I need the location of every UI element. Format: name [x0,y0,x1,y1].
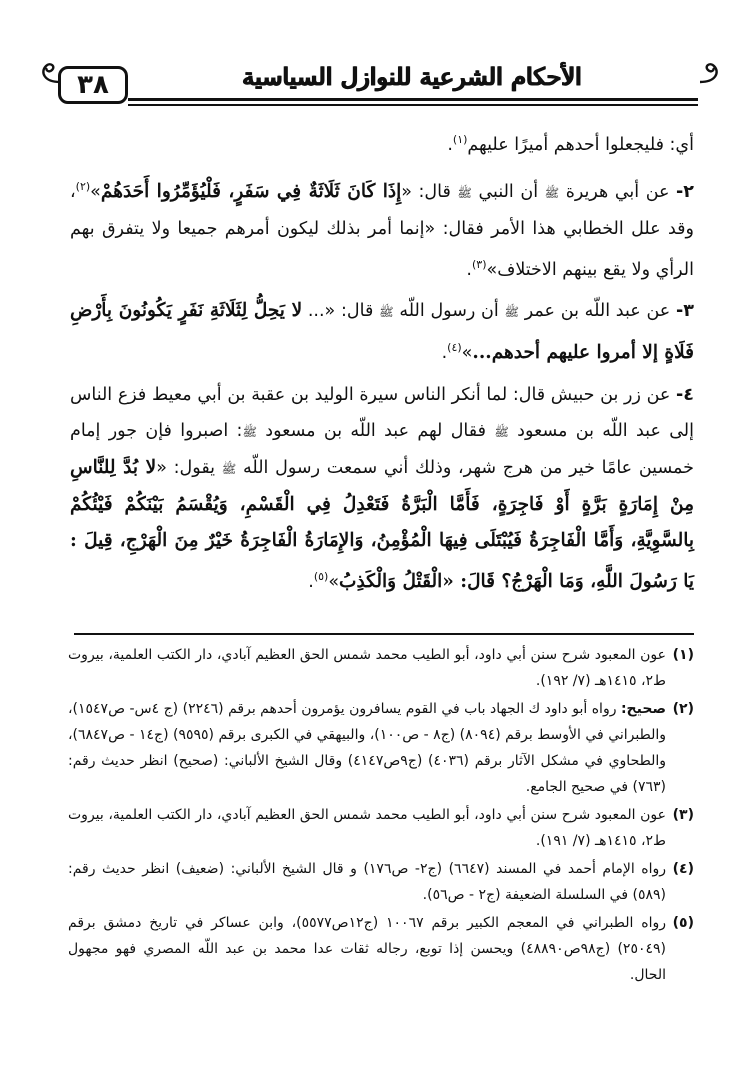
text: » [328,572,340,593]
text: عن أبي هريرة [565,181,670,202]
text: . [308,572,314,593]
footnote-text: عون المعبود شرح سنن أبي داود، أبو الطيب محمد شمس الحق العظيم آبادي، دار الكتب العلمية، بيروت ط٢، ١٤١٥هـ (٧/ ١٩٢). [68,647,666,689]
text: أن رسول اللّه [399,301,499,322]
honorific-symbol: ﷺ [494,425,509,440]
text: يقول: « [156,458,216,479]
footnote-item [68,856,694,908]
text: . [447,134,453,155]
page-number: ٣٨ [58,66,128,104]
footnote-ref[interactable]: (١) [452,133,468,146]
footnote-number: (٢) [672,701,694,717]
running-title: الأحكام الشرعية للنوازل السياسية [242,62,582,91]
item-number: ٢- [676,181,694,202]
main-text [70,122,694,606]
footnote-ref[interactable]: (٢) [75,179,91,193]
text: أي: فليجعلوا أحدهم أميرًا عليهم [467,134,694,155]
text: . [466,259,472,280]
text: » [90,181,101,202]
footnote-item [68,696,694,800]
footnote-text: عون المعبود شرح سنن أبي داود، أبو الطيب محمد شمس الحق العظيم آبادي، دار الكتب العلمية، بيروت ط٢، ١٤١٥هـ (٧/ ١٩١). [68,807,666,849]
footnote-item [68,802,694,854]
item-number: ٣- [675,301,694,322]
honorific-symbol: ﷺ [379,305,394,320]
text: ، وقد علل الخطابي هذا الأمر فقال: «إنما أمر بذلك ليكون أمرهم جميعا ولا يتفرق بهم الرأي ولا يقع بينهم الاختلاف» [70,181,694,280]
hadith-text: لا بُدَّ لِلنَّاسِ مِنْ إِمَارَةٍ بَرَّةٍ أَوْ فَاجِرَةٍ، فَأَمَّا الْبَرَّةُ فَتَعْدِلُ فِي الْقَسْمِ، وَيُقْسَمُ بَيْنَكُمْ فَيْئُكُمْ بِالسَّوِيَّةِ، وَأَمَّا الْفَاجِرَةُ فَيُبْتَلَى فِيهَا الْمُؤْمِنُ، وَالإِمَارَةُ الْفَاجِرَةُ خَيْرٌ مِنَ الْهَرْجِ، قِيلَ : يَا رَسُولَ اللَّهِ، وَمَا الْهَرْجُ؟ قَالَ: «الْقَتْلُ وَالْكَذِبُ [70,457,694,593]
footnote-ref[interactable]: (٤) [447,341,462,355]
text: أن النبي [478,181,539,202]
hadith-text: لا يَحِلُّ لِثَلَاثَةِ نَفَرٍ يَكُونُونَ بِأَرْضِ فَلَاةٍ إلا أمروا عليهم أحدهم... [70,300,694,364]
footnote-text: رواه أبو داود ك الجهاد باب في القوم يسافرون يؤمرون أحدهم برقم (٢٢٤٦) (ج ٤س- ص١٥٤٧)، والطبراني في الأوسط برقم (٨٠٩٤) (ج٨ - ص١٠٠)، والبيهقي في الكبرى برقم (٩٥٩٥) (ج١٤ - ص٦٨٤٧)، والطحاوي في مشكل الآثار برقم (٤٠٣٦) (ج٩ص٤١٤٧) وقال الشيخ الألباني: (صحيح) انظر حديث رقم: (٧٦٣) في صحيح الجامع. [68,701,667,795]
page-header [58,58,698,110]
item-number: ٤- [676,385,694,406]
text: » [461,343,473,364]
footnote-text: رواه الإمام أحمد في المسند (٦٦٤٧) (ج٢- ص١٧٦) و قال الشيخ الألباني: (ضعيف) انظر حديث رقم: (٥٨٩) في السلسلة الضعيفة (ج٢ - ص٥٦). [68,861,666,903]
footnotes [68,642,694,990]
honorific-symbol: ﷺ [221,462,237,477]
footnote-ref[interactable]: (٥) [313,570,329,584]
text: قال: «... [302,301,374,322]
footnote-number: (٣) [672,807,694,823]
footnote-text: رواه الطبراني في المعجم الكبير برقم ١٠٠٦٧ (ج١٢ص٥٥٧٧)، وابن عساكر في تاريخ دمشق برقم (٢٥٠٤٩) (ج٩٨ص٤٨٨٩٠) ويحسن إذا توبع، رجاله ثقات عدا محمد بن عبد اللّه المصري فهو مجهول الحال. [68,915,666,983]
text: عن عبد اللّه بن عمر [524,301,671,322]
text: . [441,343,448,364]
paragraph-hadith-4 [70,377,694,600]
header-rule-thin [128,104,698,106]
text: قال: « [401,181,451,202]
honorific-symbol: ﷺ [457,185,472,200]
footnote-item [68,910,694,988]
text: عن زر بن حبيش قال: لما أنكر الناس سيرة الوليد بن عقبة بن أبي معيط فزع الناس إلى عبد اللّه بن مسعود [70,385,694,442]
ornament-icon [696,58,726,88]
paragraph-0 [70,122,694,163]
honorific-symbol: ﷺ [544,185,560,200]
honorific-symbol: ﷺ [242,425,257,440]
honorific-symbol: ﷺ [504,305,520,320]
hadith-text: إِذَا كَانَ ثَلَاثَةٌ فِي سَفَرٍ، فَلْيُؤَمِّرُوا أَحَدَهُمْ [100,180,402,202]
footnote-number: (٥) [672,915,694,931]
footnote-number: (٤) [672,861,694,877]
header-rule [128,98,698,101]
footnote-ref[interactable]: (٣) [471,257,487,271]
text: : اصبروا فإن جور إمام خمسين عامًا خير من هرج شهر، وذلك أني سمعت رسول اللّه [70,421,694,479]
paragraph-hadith-2 [70,169,694,288]
paragraph-hadith-3 [70,293,694,371]
footnote-divider [74,633,694,635]
text: فقال لهم عبد اللّه بن مسعود [265,421,486,442]
footnote-grade: صحيح: [620,701,666,717]
footnote-item [68,642,694,694]
footnote-number: (١) [672,647,694,663]
